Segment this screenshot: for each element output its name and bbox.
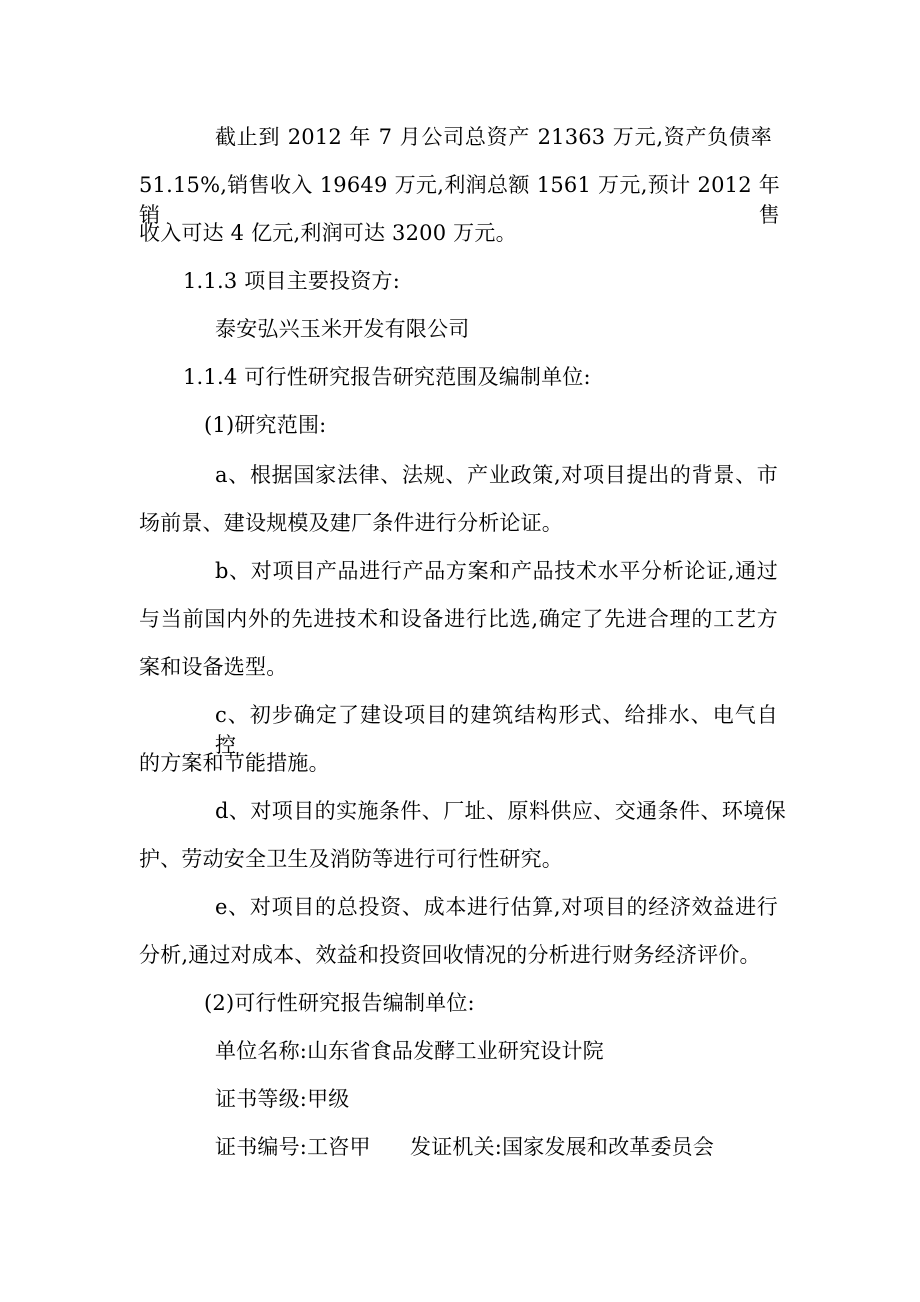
certificate-number: 证书编号:工咨甲 <box>215 1135 371 1159</box>
certificate-level: 证书等级:甲级 <box>215 1087 350 1111</box>
item-c-line-2: 的方案和节能措施。 <box>139 751 330 775</box>
item-d-line-2: 护、劳动安全卫生及消防等进行可行性研究。 <box>139 847 563 871</box>
paragraph-1-line-3: 收入可达 4 亿元,利润可达 3200 万元。 <box>139 221 517 245</box>
item-e-line-2: 分析,通过对成本、效益和投资回收情况的分析进行财务经济评价。 <box>139 943 761 967</box>
paragraph-1-line-2: 51.15%,销售收入 19649 万元,利润总额 1561 万元,预计 2012 年销售 <box>139 173 780 227</box>
issuing-authority: 发证机关:国家发展和改革委员会 <box>410 1135 715 1159</box>
item-c-line-1: c、初步确定了建设项目的建筑结构形式、给排水、电气自控 <box>215 703 778 757</box>
heading-1-1-4: 1.1.4 可行性研究报告研究范围及编制单位: <box>183 365 591 389</box>
unit-name: 单位名称:山东省食品发酵工业研究设计院 <box>215 1039 604 1063</box>
unit-heading: (2)可行性研究报告编制单位: <box>204 991 475 1015</box>
item-a-line-2: 场前景、建设规模及建厂条件进行分析论证。 <box>139 511 563 535</box>
item-e-line-1: e、对项目的总投资、成本进行估算,对项目的经济效益进行 <box>215 895 778 919</box>
item-d-line-1: d、对项目的实施条件、厂址、原料供应、交通条件、环境保 <box>215 799 786 823</box>
heading-1-1-3: 1.1.3 项目主要投资方: <box>183 269 400 293</box>
paragraph-1-line-1: 截止到 2012 年 7 月公司总资产 21363 万元,资产负债率 <box>215 125 772 149</box>
item-b-line-2: 与当前国内外的先进技术和设备进行比选,确定了先进合理的工艺方 <box>139 607 778 631</box>
item-b-line-1: b、对项目产品进行产品方案和产品技术水平分析论证,通过 <box>215 559 778 583</box>
scope-heading: (1)研究范围: <box>204 413 327 437</box>
investor-name: 泰安弘兴玉米开发有限公司 <box>215 317 470 341</box>
item-b-line-3: 案和设备选型。 <box>139 655 288 679</box>
item-a-line-1: a、根据国家法律、法规、产业政策,对项目提出的背景、市 <box>215 463 778 487</box>
